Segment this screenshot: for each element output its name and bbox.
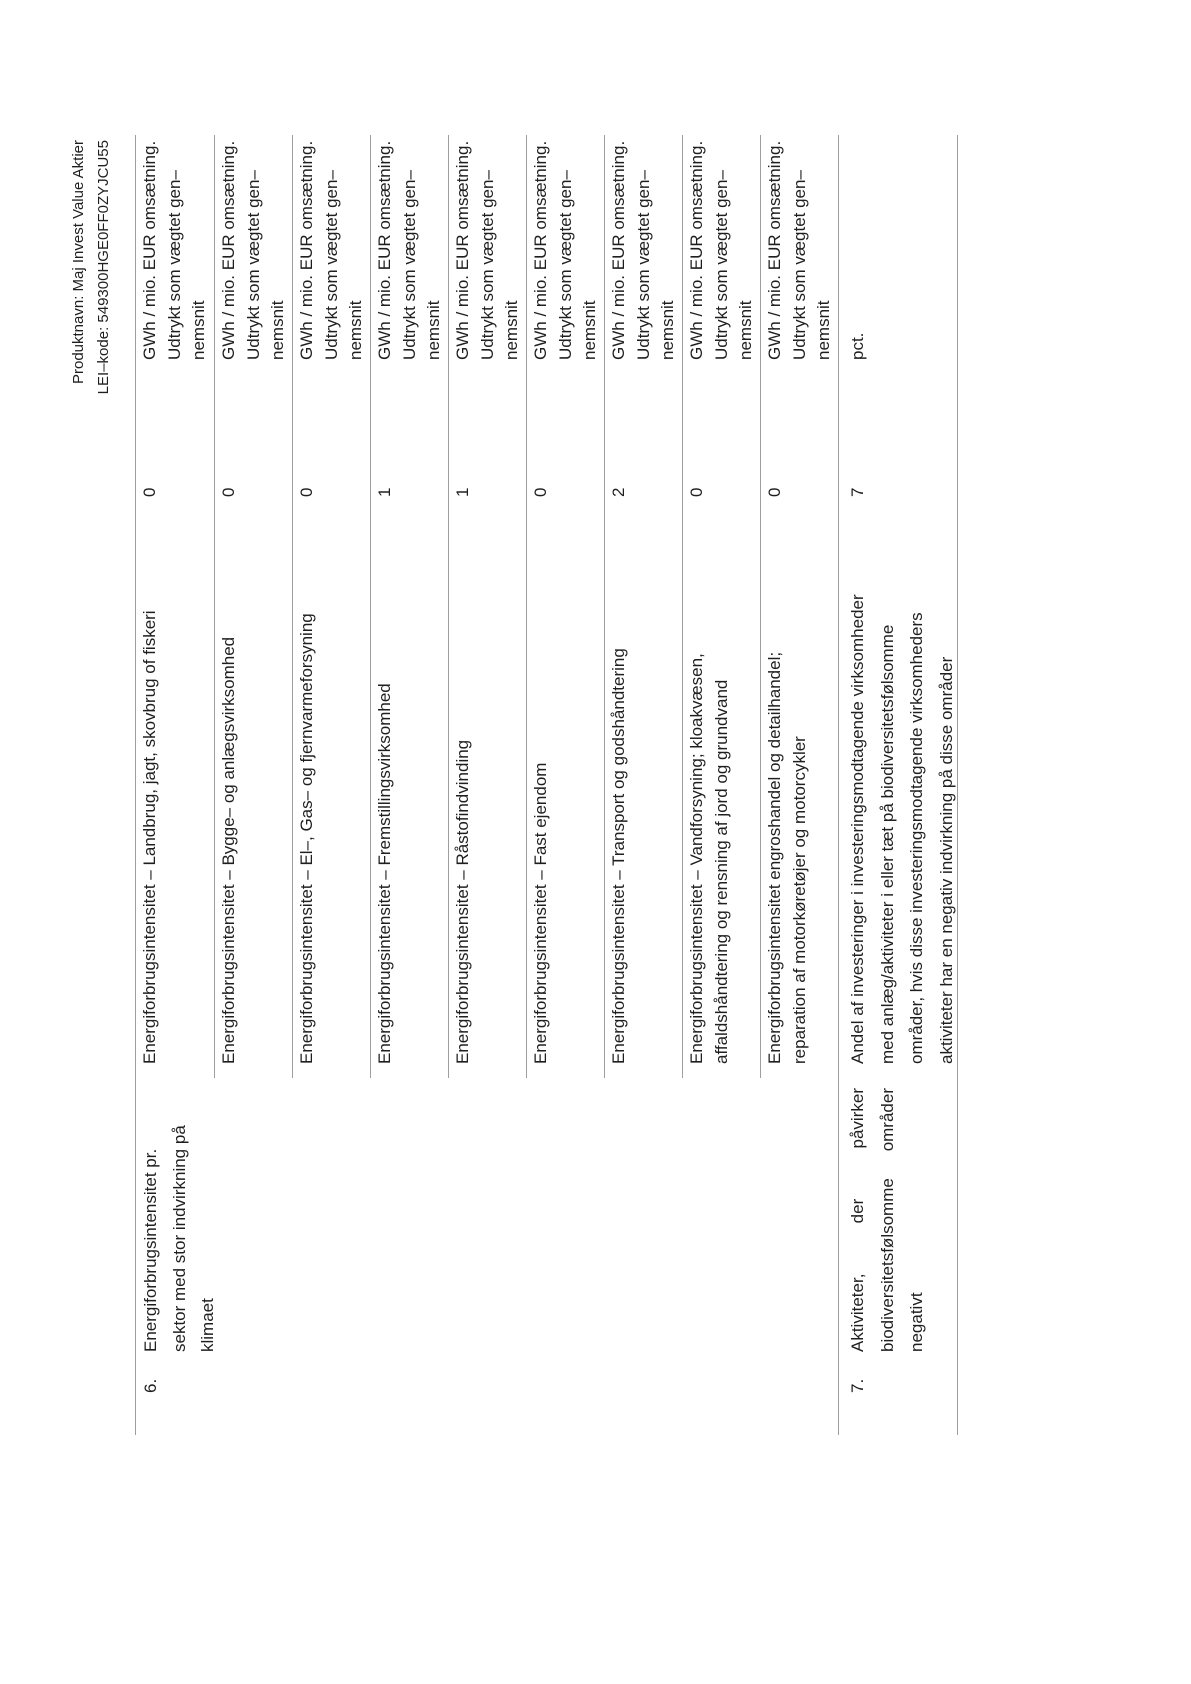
unit-line: GWh / mio. EUR omsætning.	[609, 140, 628, 360]
indicator-value: 2	[609, 487, 628, 497]
product-name-line: Produktnavn: Maj Invest Value Aktier	[70, 140, 87, 385]
unit-line: nemsnit	[268, 300, 287, 360]
indicator-value: 1	[453, 487, 472, 497]
description-line: Andel af investeringer i investeringsmodtagende virksomheder	[848, 594, 867, 1064]
description-line: Energiforbrugsintensitet – Fast ejendom	[531, 762, 550, 1064]
unit-line: GWh / mio. EUR omsætning.	[375, 140, 394, 360]
indicator-unit	[607, 141, 681, 360]
indicator-description	[843, 594, 961, 1064]
indicator-description	[763, 652, 812, 1064]
indicator-description	[607, 648, 632, 1064]
lei-code-line: LEI–kode: 549300HGE0FF0ZYJCU55	[95, 140, 112, 395]
unit-line: Udtrykt som vægtet gen–	[555, 170, 575, 360]
row-label-line: Energiforbrugsintensitet pr.	[141, 1148, 160, 1352]
row-number: 6.	[141, 1378, 160, 1393]
indicator-description	[529, 763, 554, 1064]
unit-line: nemsnit	[424, 300, 443, 360]
sub-row-el-gas	[292, 135, 370, 1078]
indicator-unit	[451, 141, 525, 360]
unit-line: GWh / mio. EUR omsætning.	[687, 140, 706, 360]
table-row-7	[838, 135, 957, 1435]
row-label-line: biodiversitetsfølsomme områder	[877, 1088, 897, 1352]
indicator-description	[295, 613, 320, 1064]
indicator-unit	[763, 141, 837, 360]
sub-rows	[136, 135, 838, 1078]
row-label	[137, 1088, 223, 1352]
sub-row-fast-ejendom	[526, 135, 604, 1078]
document-header	[66, 140, 116, 394]
indicator-value: 1	[375, 487, 394, 497]
table-row-6	[136, 135, 838, 1435]
unit-line: GWh / mio. EUR omsætning.	[765, 140, 784, 360]
row-label-line: sektor med stor indvirkning på	[169, 1125, 189, 1352]
indicator-description	[138, 610, 163, 1064]
unit-line: Udtrykt som vægtet gen–	[477, 170, 497, 360]
unit-line: Udtrykt som vægtet gen–	[321, 170, 341, 360]
indicator-unit	[217, 141, 291, 360]
indicator-value: 0	[140, 487, 159, 497]
unit-line: GWh / mio. EUR omsætning.	[297, 140, 316, 360]
indicator-description	[217, 637, 242, 1064]
unit-line: Udtrykt som vægtet gen–	[399, 170, 419, 360]
unit-line: Udtrykt som vægtet gen–	[711, 170, 731, 360]
sub-row-engroshandel	[760, 135, 838, 1078]
unit-line: Udtrykt som vægtet gen–	[164, 170, 184, 360]
sub-row-raastof	[448, 135, 526, 1078]
description-line: reparation af motorkøretøjer og motorcykler	[789, 736, 809, 1064]
row-label-line: negativt	[907, 1292, 926, 1352]
description-line: Energiforbrugsintensitet – Bygge– og anlægsvirksomhed	[219, 636, 238, 1064]
indicator-table	[135, 135, 958, 1435]
unit-line: Udtrykt som vægtet gen–	[633, 170, 653, 360]
sub-row-transport	[604, 135, 682, 1078]
unit-line: GWh / mio. EUR omsætning.	[531, 140, 550, 360]
unit-line: GWh / mio. EUR omsætning.	[453, 140, 472, 360]
unit-line: Udtrykt som vægtet gen–	[789, 170, 809, 360]
description-line: affaldshåndtering og rensning af jord og grundvand	[711, 679, 731, 1064]
unit-line: nemsnit	[658, 300, 677, 360]
sub-row-vandforsyning	[682, 135, 760, 1078]
unit-line: pct.	[848, 332, 867, 360]
description-line: Energiforbrugsintensitet engroshandel og detailhandel;	[765, 651, 784, 1064]
row-label	[843, 1088, 932, 1352]
indicator-value: 0	[687, 487, 706, 497]
row-label-line: Aktiviteter, der påvirker	[848, 1088, 867, 1352]
description-line: Energiforbrugsintensitet – Vandforsyning; kloakvæsen,	[687, 653, 706, 1064]
unit-line: nemsnit	[814, 300, 833, 360]
description-line: aktiviteter har en negativ indvirkning på disse områder	[936, 656, 956, 1064]
indicator-unit	[529, 141, 603, 360]
description-line: Energiforbrugsintensitet – Råstofindvinding	[453, 739, 472, 1064]
description-line: Energiforbrugsintensitet – Transport og godshåndtering	[609, 648, 628, 1064]
sub-row-landbrug	[136, 135, 214, 1078]
indicator-value: 0	[297, 487, 316, 497]
description-line: Energiforbrugsintensitet – Landbrug, jagt, skovbrug of fiskeri	[140, 610, 159, 1064]
indicator-description	[685, 653, 734, 1064]
unit-line: nemsnit	[346, 300, 365, 360]
indicator-unit	[843, 333, 873, 360]
sub-row-bygge	[214, 135, 292, 1078]
unit-line: nemsnit	[736, 300, 755, 360]
indicator-unit	[373, 141, 447, 360]
unit-line: nemsnit	[502, 300, 521, 360]
sub-row-fremstilling	[370, 135, 448, 1078]
indicator-value: 0	[531, 487, 550, 497]
description-line: med anlæg/aktiviteter i eller tæt på biodiversitetsfølsomme	[877, 624, 897, 1064]
description-line: Energiforbrugsintensitet – Fremstillingsvirksomhed	[375, 683, 394, 1064]
unit-line: Udtrykt som vægtet gen–	[243, 170, 263, 360]
description-line: Energiforbrugsintensitet – El–, Gas– og fjernvarmeforsyning	[297, 613, 316, 1064]
indicator-value: 0	[765, 487, 784, 497]
unit-line: nemsnit	[189, 300, 208, 360]
indicator-unit	[138, 141, 212, 360]
unit-line: GWh / mio. EUR omsætning.	[219, 140, 238, 360]
indicator-unit	[685, 141, 759, 360]
indicator-description	[373, 683, 398, 1064]
indicator-unit	[295, 141, 369, 360]
unit-line: GWh / mio. EUR omsætning.	[140, 140, 159, 360]
indicator-description	[451, 740, 476, 1064]
row-label-line: klimaet	[198, 1298, 217, 1352]
description-line: områder, hvis disse investeringsmodtagende virksomheders	[907, 612, 926, 1064]
row-number: 7.	[848, 1378, 867, 1393]
unit-line: nemsnit	[580, 300, 599, 360]
indicator-value: 0	[219, 487, 238, 497]
indicator-value: 7	[848, 487, 867, 497]
